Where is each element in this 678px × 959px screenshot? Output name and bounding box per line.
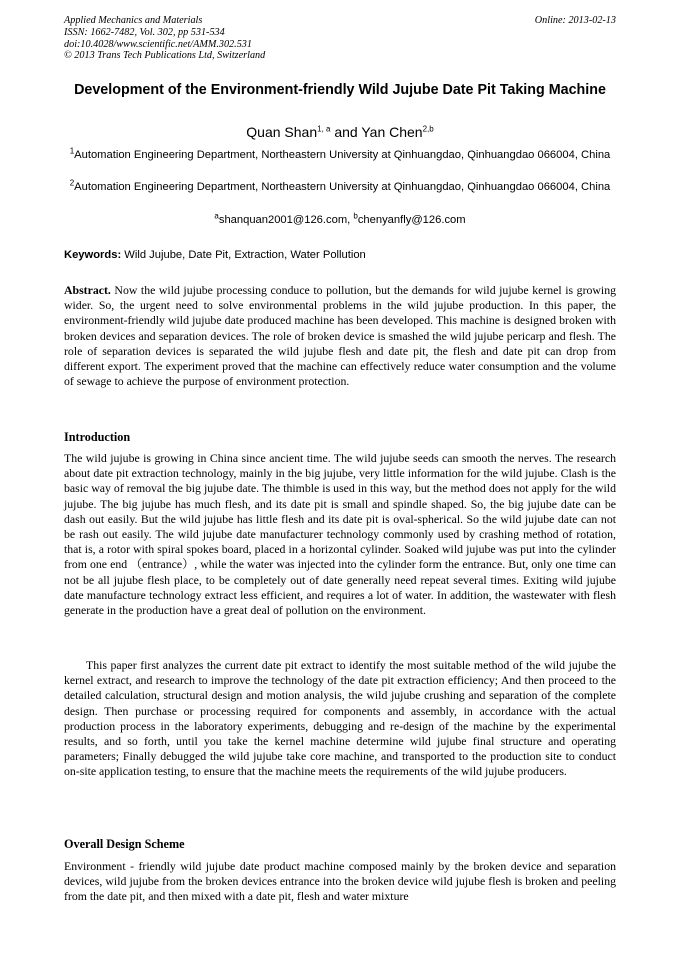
affiliation-1-text: Automation Engineering Department, Northeastern University at Qinhuangdao, Qinhuangdao 066004, China	[74, 149, 611, 161]
affiliation-2-text: Automation Engineering Department, Northeastern University at Qinhuangdao, Qinhuangdao 066004, China	[74, 181, 611, 193]
keywords-line	[64, 248, 616, 263]
author-conjunction: and	[330, 124, 362, 140]
issn-line: ISSN: 1662-7482, Vol. 302, pp 531-534	[64, 26, 225, 38]
affiliation-2	[64, 180, 616, 195]
affiliation-2-superscript: 2	[69, 178, 75, 188]
author-1-superscript: 1, a	[317, 124, 331, 134]
affiliation-1-superscript: 1	[69, 146, 75, 156]
copyright-line: © 2013 Trans Tech Publications Ltd, Switzerland	[64, 50, 266, 62]
email-b: chenyanfly@126.com	[357, 214, 466, 226]
author-2-name: Yan Chen	[361, 124, 423, 140]
paper-title: Development of the Environment-friendly Wild Jujube Date Pit Taking Machine	[74, 82, 606, 98]
abstract-paragraph	[64, 283, 616, 389]
affiliation-1	[64, 148, 616, 163]
introduction-paragraph-1: The wild jujube is growing in China since ancient time. The wild jujube seeds can smooth the nerves. The research about date pit extraction technology, mainly in the big jujube, very little information for the wild jujube. Clash is the basic way of removal the big jujube date. The thimble is used in this way, but the method does not apply for the wild jujube. The big jujube has much flesh, and its date pit is small and spindle shaped. So, the big jujube date can be dash out easily. But the wild jujube has little flesh and its date pit is oval-spherical. So the wild jujube date can not be rash out easily. The wild jujube date manufacturer technology commonly used by crashing method of rotation, that is, a rotor with spiral spokes board, placed in a horizontal cylinder. Soaked wild jujube was put into the cylinder from one end （entrance）, while the water was injected into the cylinder form the entrance. But, only one time can not be all jujube flesh place, to be completely out of date generally need repeat several times. Exiting wild jujube date manufacture technology extract less efficient, and requires a lot of water. In addition, the wastewater with flesh generate in the production have a great deal of pollution on the environment.	[64, 451, 616, 618]
introduction-paragraph-2: This paper first analyzes the current date pit extract to identify the most suitable method of the wild jujube the kernel extract, and research to improve the technology of the date pit extraction efficiency; And then proceed to the detailed calculation, structural design and motion analysis, the wild jujube crushing and separation of the complete design. Then purchase or processing required for components and assembly, in accordance with the actual production process in the laboratory experiments, debugging and re-design of the machine by the experimental results, and so forth, until you take the kernel machine determine wild jujube final structure and operating parameters; Finally debugged the wild jujube take core machine, and transported to the production site to conduct on-site application testing, to ensure that the machine meets the requirements of the wild jujube producers.	[64, 658, 616, 779]
author-1-name: Quan Shan	[246, 124, 318, 140]
overall-design-heading: Overall Design Scheme	[64, 837, 185, 851]
email-b-superscript: b	[353, 211, 358, 221]
keywords-label: Keywords:	[64, 249, 122, 261]
keywords-text: Wild Jujube, Date Pit, Extraction, Water Pollution	[121, 249, 366, 261]
author-2-superscript: 2,b	[422, 124, 434, 134]
online-date: Online: 2013-02-13	[534, 15, 616, 26]
journal-name: Applied Mechanics and Materials	[64, 15, 203, 26]
abstract-label: Abstract.	[64, 283, 111, 297]
author-emails	[64, 213, 616, 228]
abstract-text: Now the wild jujube processing conduce to pollution, but the demands for wild jujube kernel is growing wider. So, the urgent need to solve environmental problems in the wild jujube production. In this paper, the environment-friendly wild jujube date produced machine has been developed. This machine is designed broken with broken devices and separation devices. The role of broken device is smashed the wild jujube pericarp and flesh. The role of separation devices is separated the wild jujube flesh and date pit, the flesh and date pit can drop from different export. The experiment proved that the machine can effectively reduce water consumption and the volume of sewage to achieve the purpose of environment protection.	[64, 283, 616, 389]
email-a: shanquan2001@126.com,	[218, 214, 354, 226]
author-line	[64, 123, 616, 141]
overall-design-paragraph: Environment - friendly wild jujube date product machine composed mainly by the broken device and separation devices, wild jujube from the broken devices entrance into the broken device wild jujube flesh is broken and peeling from the date pit, and then mixed with a date pit, flesh and water mixture	[64, 859, 616, 904]
introduction-heading: Introduction	[64, 430, 131, 444]
email-a-superscript: a	[214, 211, 219, 221]
doi-line: doi:10.4028/www.scientific.net/AMM.302.531	[64, 38, 252, 50]
journal-header	[64, 15, 616, 62]
